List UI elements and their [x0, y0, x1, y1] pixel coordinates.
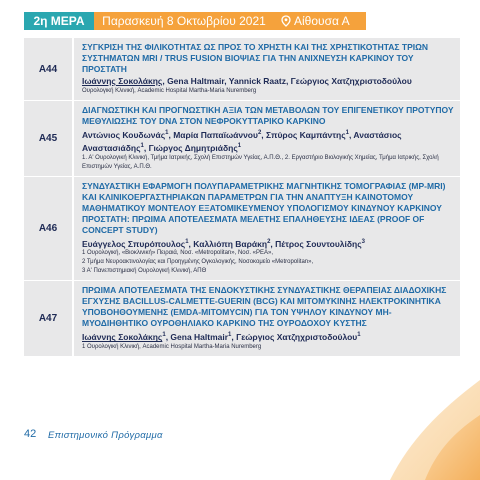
presenter-name: Ιωάννης Σοκολάκης	[82, 76, 163, 86]
abstract-title: ΣΥΝΔΥΑΣΤΙΚΗ ΕΦΑΡΜΟΓΗ ΠΟΛΥΠΑΡΑΜΕΤΡΙΚΗΣ ΜΑΓΝΗΤΙΚΗΣ ΤΟΜΟΓΡΑΦΙΑΣ (MP-MRI) ΚΑΙ ΚΛΙΝΙΚΟΕΡΓΑΣΤΗΡΙΑΚΩΝ ΠΑΡΑΜΕΤΡΩΝ ΓΙΑ ΤΗΝ ΑΝΑΠΤΥΞΗ ΚΑΙΝΟΤΟΜΟΥ ΜΑΘΗΜΑΤΙΚΟΥ ΜΟΝΤΕΛΟΥ ΕΞΑΤΟΜΙΚΕΥΜΕΝΟΥ ΥΠΟΛΟΓΙΣΜΟΥ ΚΙΝΔΥΝΟΥ ΚΑΡΚΙΝΟΥ ΠΡΟΣΤΑΤΗ: ΠΡΩΙΜΑ ΑΠΟΤΕΛΕΣΜΑΤΑ ΜΕΛΕΤΗΣ ΕΠΑΛΗΘΕΥΣΗΣ ΙΔΕΑΣ (PROOF OF CONCEPT STUDY)	[82, 180, 446, 235]
location-pin-icon	[280, 15, 292, 27]
abstract-content	[74, 281, 460, 356]
abstract-content	[74, 177, 460, 281]
abstract-code: A46	[24, 177, 74, 281]
table-row	[24, 177, 460, 282]
co-authors: , Gena Haltmair, Yannick Raatz, Γεώργιος Χατζηχριστοδούλου	[162, 76, 412, 86]
affiliation: 1 Ουρολογική, «Βιοκλινική» Πειραιά, Νοσ. «Metropolitan», Νοσ. «ΡΕΑ»,	[82, 250, 273, 257]
page-number: 42	[24, 428, 37, 440]
affiliation: Ουρολογική Κλινική, Academic Hospital Martha-Maria Nuremberg	[82, 88, 257, 94]
abstracts-table	[24, 38, 460, 357]
abstract-title: ΔΙΑΓΝΩΣΤΙΚΗ ΚΑΙ ΠΡΟΓΝΩΣΤΙΚΗ ΑΞΙΑ ΤΩΝ ΜΕΤΑΒΟΛΩΝ ΤΟΥ ΕΠΙΓΕΝΕΤΙΚΟΥ ΠΡΟΤΥΠΟΥ ΜΕΘΥΛΙΩΣΗΣ ΤΟΥ DNA ΣΤΟΝ ΝΕΦΡΟΚΥΤΤΑΡΙΚΟ ΚΑΡΚΙΝΟ	[82, 105, 454, 126]
day-badge: 2η ΜΕΡΑ	[24, 12, 94, 30]
abstract-title: ΠΡΩΙΜΑ ΑΠΟΤΕΛΕΣΜΑΤΑ ΤΗΣ ΕΝΔΟΚΥΣΤΙΚΗΣ ΣΥΝΔΥΑΣΤΙΚΗΣ ΘΕΡΑΠΕΙΑΣ ΔΙΑΔΟΧΙΚΗΣ ΕΓΧΥΣΗΣ BACILLUS-CALMETTE-GUERIN (BCG) ΚΑΙ ΜΙΤΟΜΥΚΙΝΗΣ ΗΛΕΚΤΡΟΚΙΝΗΤΙΚΑ ΥΠΟΒΟΗΘΟΥΜΕΝΗΣ (EMDA-MITOMYCIN) ΓΙΑ ΤΟΝ ΥΨΗΛΟΥ ΚΙΝΔΥΝΟΥ ΜΗ-ΜΥΟΔΙΗΘΗΤΙΚΟ ΟΥΡΟΘΗΛΙΑΚΟ ΚΑΡΚΙΝΟ ΤΗΣ ΟΥΡΟΔΟΧΟΥ ΚΥΣΤΗΣ	[82, 285, 447, 329]
abstract-authors	[82, 76, 454, 87]
table-row	[24, 38, 460, 101]
date-badge: Παρασκευή 8 Οκτωβρίου 2021	[94, 12, 274, 30]
affiliation: 2 Τμήμα Νευροακτινολογίας και Προηγμένης Ογκολογικής, Νοσοκομείο «Metropolitan»,	[82, 259, 314, 266]
affiliation: 3 Α' Πανεπιστημιακή Ουρολογική Κλινική, ΑΠΘ	[82, 268, 207, 275]
presenter-name: Ιωάννης Σοκολάκης	[82, 332, 163, 343]
abstract-authors: Αντώνιος Κουδωνάς$^1$, Μαρία Παπαϊωάννου$^2$, Σπύρος Καμπάντης$^1$, Αναστάσιος Αναστασιάδης$^1$, Γιώργος Δημητριάδης$^1$	[82, 129, 402, 153]
abstract-code: A45	[24, 101, 74, 176]
abstract-authors: Ευάγγελος Σπυρόπουλος$^1$, Καλλιόπη Βαράκη$^2$, Πέτρος Σουντουλίδης$^3$	[82, 238, 365, 249]
abstract-code: A47	[24, 281, 74, 356]
table-row	[24, 101, 460, 177]
decorative-waves	[330, 360, 480, 480]
room-badge	[274, 12, 366, 30]
affiliation: 1 Ουρολογική Κλινική, Academic Hospital Martha-Maria Nuremberg	[82, 344, 262, 351]
abstract-authors	[82, 330, 454, 343]
affiliation: 1. Α' Ουρολογική Κλινική, Τμήμα Ιατρικής, Σχολή Επιστημών Υγείας, Α.Π.Θ., 2. Εργαστήριο Βιολογικής Χημείας, Τμήμα Ιατρικής, Σχολή Επιστημών Υγείας, Α.Π.Θ.	[82, 154, 439, 170]
table-row	[24, 281, 460, 357]
session-header	[24, 12, 468, 30]
abstract-title: ΣΥΓΚΡΙΣΗ ΤΗΣ ΦΙΛΙΚΟΤΗΤΑΣ ΩΣ ΠΡΟΣ ΤΟ ΧΡΗΣΤΗ ΚΑΙ ΤΗΣ ΧΡΗΣΤΙΚΟΤΗΤΑΣ ΤΡΙΩΝ ΣΥΣΤΗΜΑΤΩΝ MRI / TRUS FUSION ΒΙΟΨΙΑΣ ΓΙΑ ΤΗΝ ΑΝΙΧΝΕΥΣΗ ΚΑΡΚΙΝΟΥ ΤΟΥ ΠΡΟΣΤΑΤΗ	[82, 42, 429, 74]
room-label: Αίθουσα Α	[294, 14, 350, 28]
abstract-content	[74, 38, 460, 100]
co-authors: $^1$, Gena Haltmair$^1$, Γεώργιος Χατζηχριστοδούλου$^1$	[162, 332, 361, 343]
footer-label: Επιστημονικό Πρόγραμμα	[48, 430, 163, 441]
abstract-content	[74, 101, 460, 176]
abstract-code: A44	[24, 38, 74, 100]
